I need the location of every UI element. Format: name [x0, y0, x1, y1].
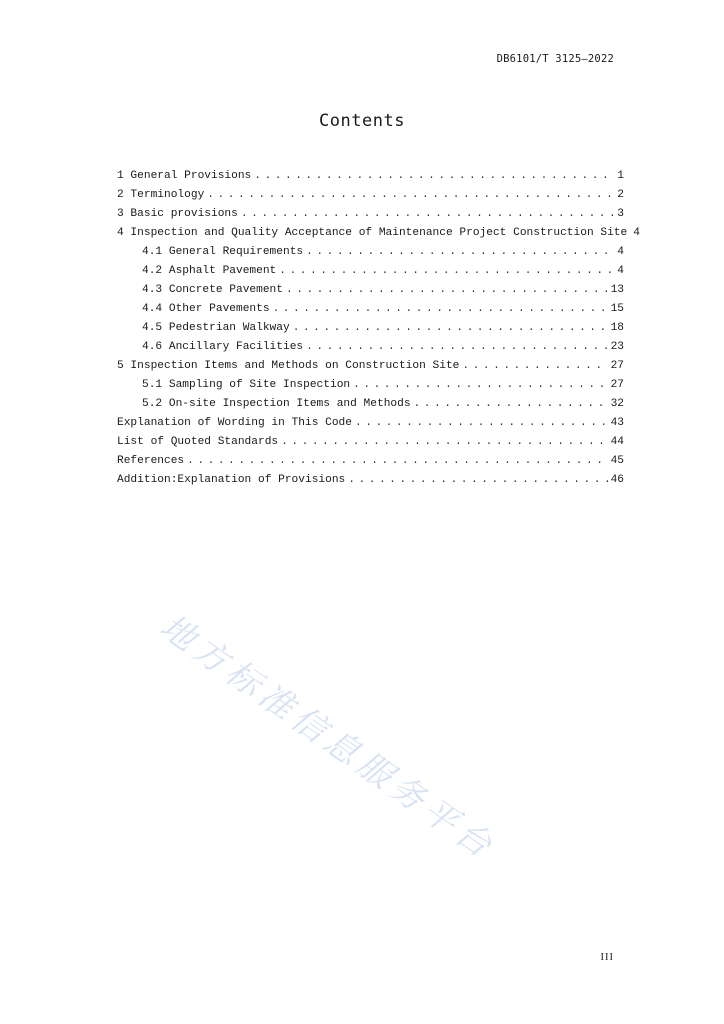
- toc-entry[interactable]: [117, 319, 624, 338]
- toc-dot-leader: [348, 471, 607, 490]
- toc-entry-page: 27: [610, 360, 624, 372]
- toc-entry-label: 4.4 Other Pavements: [142, 303, 270, 315]
- toc-entry[interactable]: [117, 414, 624, 433]
- toc-entry-page: 1: [617, 170, 624, 182]
- toc-entry-page: 32: [610, 398, 624, 410]
- toc-entry-page: 4: [633, 227, 640, 239]
- toc-entry-page: 23: [610, 341, 624, 353]
- toc-entry-page: 18: [610, 322, 624, 334]
- toc-entry-page: 4: [617, 265, 624, 277]
- toc-dot-leader: [353, 376, 607, 395]
- toc-entry-page: 43: [610, 417, 624, 429]
- watermark-text: 地方标准信息服务平台: [152, 606, 504, 869]
- toc-entry-label: 4.1 General Requirements: [142, 246, 304, 258]
- toc-dot-leader: [414, 395, 608, 414]
- toc-entry[interactable]: [117, 262, 624, 281]
- toc-entry-label: 4.3 Concrete Pavement: [142, 284, 283, 296]
- toc-dot-leader: [207, 186, 614, 205]
- toc-entry[interactable]: [117, 357, 624, 376]
- table-of-contents: [117, 167, 640, 490]
- toc-dot-leader: [254, 167, 614, 186]
- page-title: Contents: [319, 111, 405, 132]
- toc-entry[interactable]: [117, 433, 624, 452]
- toc-entry[interactable]: [117, 300, 624, 319]
- toc-entry-label: 5.2 On-site Inspection Items and Methods: [142, 398, 411, 410]
- toc-entry-label: References: [117, 455, 185, 467]
- toc-entry[interactable]: [117, 471, 624, 490]
- toc-entry-label: 5.1 Sampling of Site Inspection: [142, 379, 351, 391]
- toc-entry-page: 27: [610, 379, 624, 391]
- toc-entry-page: 44: [610, 436, 624, 448]
- toc-entry-label: 3 Basic provisions: [117, 208, 238, 220]
- toc-entry-page: 4: [617, 246, 624, 258]
- toc-dot-leader: [241, 205, 614, 224]
- toc-dot-leader: [273, 300, 608, 319]
- toc-entry[interactable]: [117, 243, 624, 262]
- toc-entry-label: 4.2 Asphalt Pavement: [142, 265, 277, 277]
- toc-entry[interactable]: [117, 376, 624, 395]
- toc-entry[interactable]: [117, 452, 624, 471]
- toc-dot-leader: [279, 262, 614, 281]
- toc-entry-label: 4.5 Pedestrian Walkway: [142, 322, 290, 334]
- toc-entry-page: 15: [610, 303, 624, 315]
- toc-entry-label: 2 Terminology: [117, 189, 205, 201]
- toc-entry-page: 2: [617, 189, 624, 201]
- toc-entry-page: 45: [610, 455, 624, 467]
- toc-entry-label: Explanation of Wording in This Code: [117, 417, 352, 429]
- toc-entry-label: Addition:Explanation of Provisions: [117, 474, 346, 486]
- toc-entry-label: 5 Inspection Items and Methods on Construction Site: [117, 360, 460, 372]
- toc-entry-page: 3: [617, 208, 624, 220]
- toc-entry[interactable]: [117, 281, 624, 300]
- watermark: [152, 600, 600, 869]
- page-number: III: [600, 952, 614, 963]
- toc-dot-leader: [306, 338, 607, 357]
- toc-entry-page: 13: [610, 284, 624, 296]
- toc-dot-leader: [293, 319, 608, 338]
- toc-entry-label: 1 General Provisions: [117, 170, 252, 182]
- toc-entry-label: 4.6 Ancillary Facilities: [142, 341, 304, 353]
- toc-dot-leader: [187, 452, 607, 471]
- toc-entry-page: 46: [610, 474, 624, 486]
- toc-entry[interactable]: [117, 186, 624, 205]
- toc-entry[interactable]: [117, 338, 624, 357]
- toc-entry-label: List of Quoted Standards: [117, 436, 279, 448]
- document-code: DB6101/T 3125—2022: [496, 53, 614, 65]
- toc-dot-leader: [286, 281, 608, 300]
- toc-entry-label: 4 Inspection and Quality Acceptance of Maintenance Project Construction Site: [117, 227, 628, 239]
- toc-dot-leader: [355, 414, 608, 433]
- toc-entry[interactable]: [117, 395, 624, 414]
- toc-dot-leader: [306, 243, 614, 262]
- toc-entry[interactable]: [117, 167, 624, 186]
- toc-dot-leader: [281, 433, 607, 452]
- toc-entry[interactable]: [117, 205, 624, 224]
- toc-entry[interactable]: [117, 224, 640, 243]
- toc-dot-leader: [462, 357, 607, 376]
